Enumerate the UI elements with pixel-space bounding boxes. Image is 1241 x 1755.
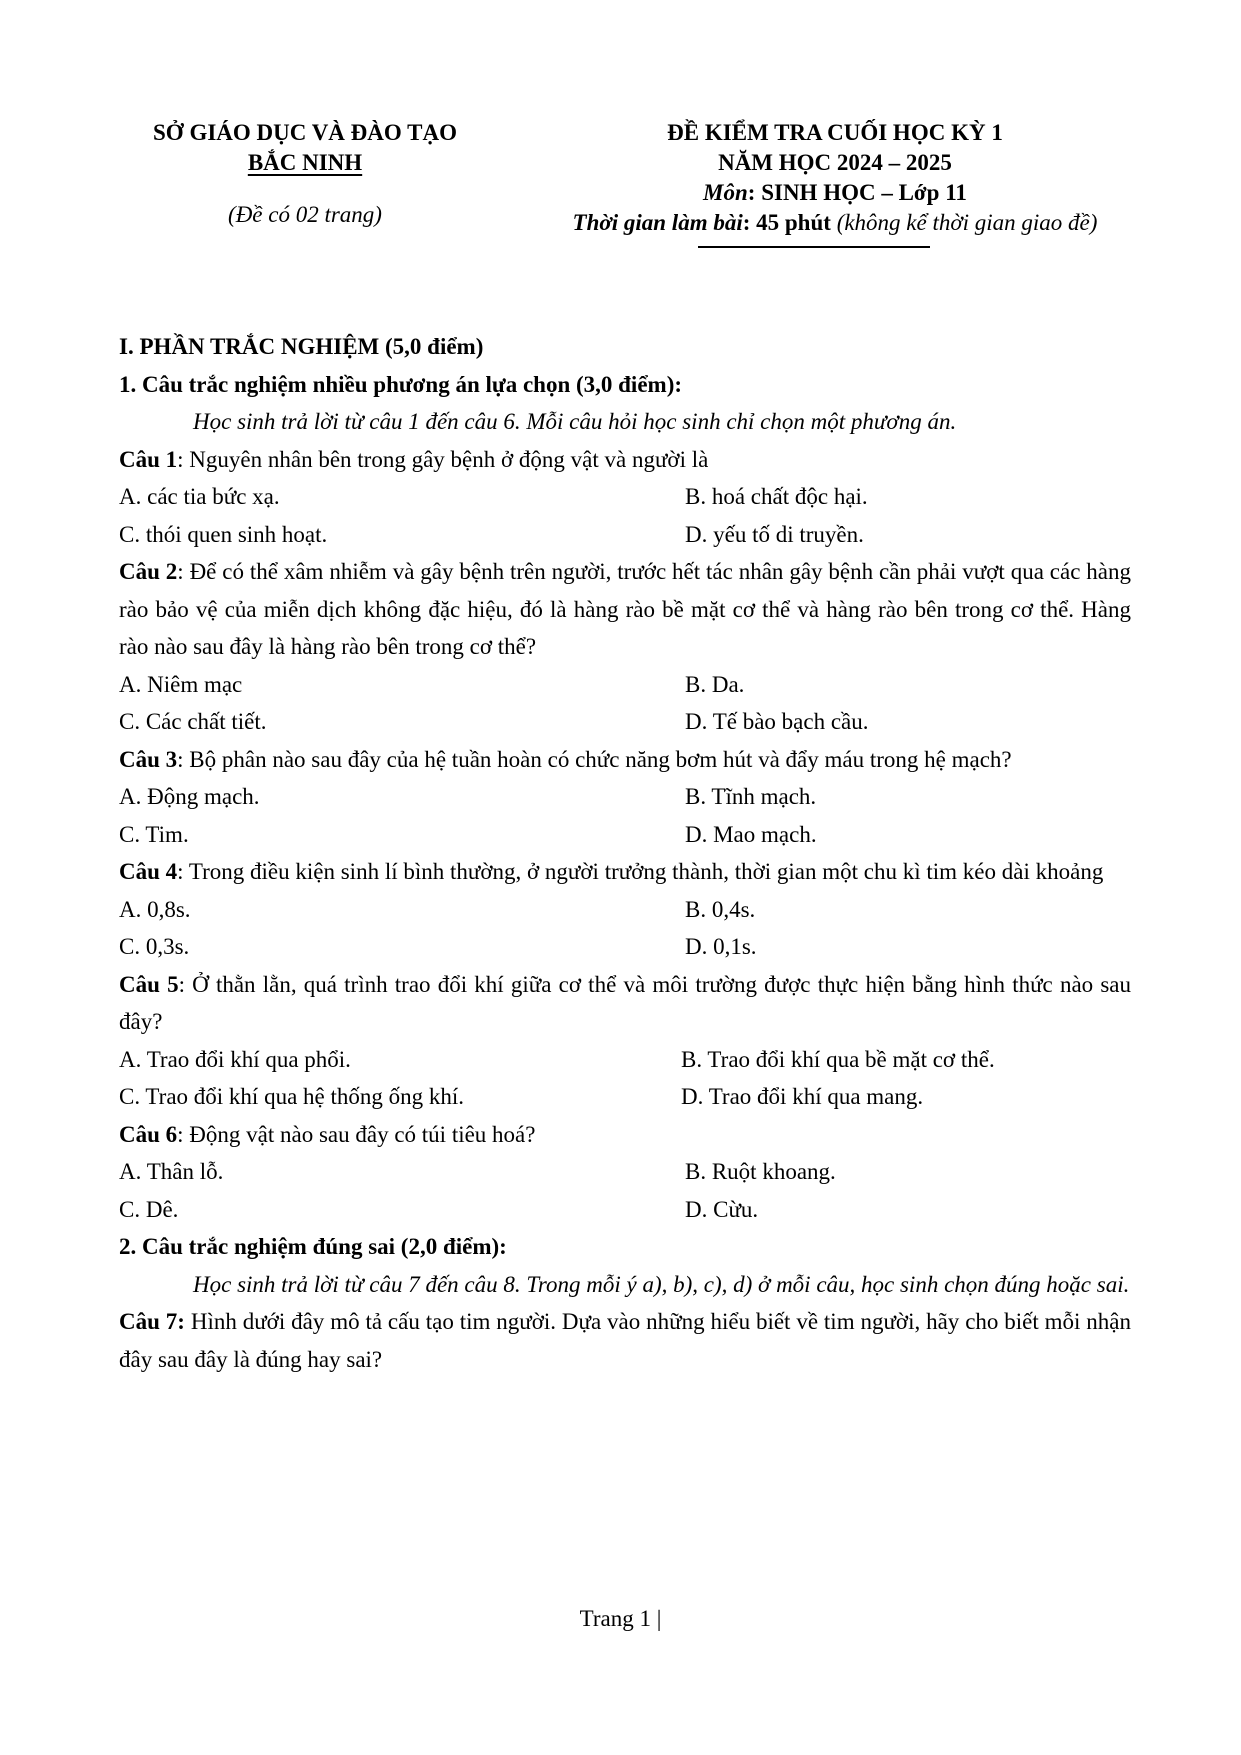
option-d: D. Cừu.	[685, 1196, 759, 1222]
question-label: Câu 7:	[119, 1309, 185, 1334]
option-c: C. Các chất tiết.	[119, 709, 267, 734]
header-right	[490, 118, 1180, 238]
option-c: C. Trao đổi khí qua hệ thống ống khí.	[119, 1084, 465, 1109]
question-block	[119, 853, 1131, 966]
question-text: Câu 6: Động vật nào sau đây có túi tiêu hoá?	[119, 1121, 536, 1147]
option-b: B. hoá chất độc hại.	[685, 484, 868, 509]
option-a: A. Trao đổi khí qua phổi.	[119, 1046, 351, 1072]
option-c: C. thói quen sinh hoạt.	[119, 521, 328, 547]
pages-note: (Đề có 02 trang)	[228, 202, 382, 227]
time-line	[490, 208, 1180, 238]
section-title: I. PHẦN TRẮC NGHIỆM (5,0 điểm)	[119, 334, 484, 359]
option-d: D. Mao mạch.	[685, 821, 817, 847]
option-d: D. yếu tố di truyền.	[685, 521, 864, 547]
option-c: C. 0,3s.	[119, 934, 190, 959]
question-options	[119, 1153, 1131, 1228]
question-options	[119, 1041, 1131, 1116]
question-block	[119, 1116, 1131, 1229]
time-note: (không kể thời gian giao đề)	[836, 210, 1098, 235]
option-a: A. các tia bức xạ.	[119, 484, 280, 509]
option-b: B. Ruột khoang.	[685, 1159, 836, 1184]
question-label: Câu 4	[119, 859, 178, 884]
question-block	[119, 966, 1131, 1116]
option-d: D. 0,1s.	[685, 934, 757, 959]
option-a: A. Niêm mạc	[119, 671, 243, 697]
exam-title: ĐỀ KIỂM TRA CUỐI HỌC KỲ 1	[667, 120, 1003, 145]
option-c: C. Dê.	[119, 1196, 179, 1222]
option-b: B. Trao đổi khí qua bề mặt cơ thể.	[681, 1046, 995, 1072]
question-block	[119, 441, 1131, 554]
question-label: Câu 2	[119, 559, 178, 584]
option-b: B. Da.	[685, 671, 745, 697]
question-label: Câu 5	[119, 971, 179, 997]
question-label: Câu 6	[119, 1121, 178, 1147]
question-options	[119, 666, 1131, 741]
subject-line	[490, 178, 1180, 208]
page-number: Trang 1 |	[579, 1606, 662, 1631]
option-d: D. Tế bào bạch cầu.	[685, 709, 869, 734]
province-name: BẮC NINH	[247, 150, 363, 175]
part2-title: 2. Câu trắc nghiệm đúng sai (2,0 điểm):	[119, 1234, 507, 1259]
question-text: Câu 5: Ở thằn lằn, quá trình trao đổi khí giữa cơ thể và môi trường được thực hiện bằng hình thức nào sau đây?	[119, 971, 1131, 1034]
part1-title: 1. Câu trắc nghiệm nhiều phương án lựa chọn (3,0 điểm):	[119, 371, 683, 397]
exam-content	[119, 328, 1131, 1378]
option-d: D. Trao đổi khí qua mang.	[681, 1084, 924, 1109]
option-a: A. 0,8s.	[119, 896, 191, 922]
option-a: A. Động mạch.	[119, 784, 260, 809]
question-label: Câu 3	[119, 746, 178, 772]
subject-label: Môn	[703, 180, 748, 205]
option-c: C. Tim.	[119, 821, 189, 847]
question-text: Câu 4: Trong điều kiện sinh lí bình thường, ở người trưởng thành, thời gian một chu kì tim kéo dài khoảng	[119, 859, 1104, 884]
question-options	[119, 778, 1131, 853]
time-value: : 45 phút	[742, 210, 837, 235]
question-options	[119, 478, 1131, 553]
time-label: Thời gian làm bài	[572, 210, 743, 235]
question-block	[119, 741, 1131, 854]
part1-instruction: Học sinh trả lời từ câu 1 đến câu 6. Mỗi câu hỏi học sinh chỉ chọn một phương án.	[193, 409, 957, 434]
header-divider	[698, 246, 930, 248]
question-text: Câu 1: Nguyên nhân bên trong gây bệnh ở động vật và người là	[119, 446, 709, 472]
question-text: Câu 2: Để có thể xâm nhiễm và gây bệnh trên người, trước hết tác nhân gây bệnh cần phải vượt qua các hàng rào bảo vệ của miễn dịch không đặc hiệu, đó là hàng rào bề mặt cơ thể và hàng rào bên trong cơ thể. Hàng rào nào sau đây là hàng rào bên trong cơ thể?	[119, 559, 1132, 659]
question-text: Câu 3: Bộ phân nào sau đây của hệ tuần hoàn có chức năng bơm hút và đẩy máu trong hệ mạch?	[119, 746, 1012, 772]
header-left	[110, 118, 500, 230]
question-block	[119, 553, 1131, 741]
subject-value: : SINH HỌC – Lớp 11	[747, 180, 967, 205]
school-year: NĂM HỌC 2024 – 2025	[718, 150, 952, 175]
question-label: Câu 1	[119, 446, 178, 472]
option-b: B. 0,4s.	[685, 896, 756, 922]
question-7-text: Câu 7: Hình dưới đây mô tả cấu tạo tim người. Dựa vào những hiểu biết về tim người, hãy cho biết mỗi nhận đây sau đây là đúng hay sai?	[119, 1309, 1132, 1372]
part2-instruction: Học sinh trả lời từ câu 7 đến câu 8. Trong mỗi ý a), b), c), d) ở mỗi câu, học sinh chọn đúng hoặc sai.	[193, 1271, 1130, 1297]
department-name: SỞ GIÁO DỤC VÀ ĐÀO TẠO	[153, 120, 457, 145]
question-options	[119, 891, 1131, 966]
option-a: A. Thân lỗ.	[119, 1159, 224, 1184]
option-b: B. Tĩnh mạch.	[685, 784, 817, 809]
